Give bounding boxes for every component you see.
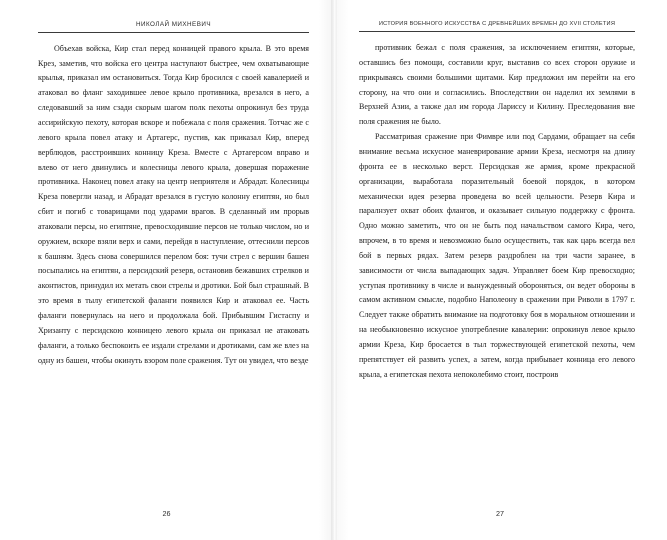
page-right-body: [359, 41, 635, 382]
running-head-title: ИСТОРИЯ ВОЕННОГО ИСКУССТВА С ДРЕВНЕЙШИХ ВРЕМЕН ДО XVII СТОЛЕТИЯ: [378, 21, 616, 27]
page-number-left: 26: [162, 509, 171, 518]
paragraph: Объехав войска, Кир стал перед конницей правого крыла. В это время Крез, заметив, что войска его центра наступают быстрее, чем охватывающие крылья, приказал им остановиться. Тогда Кир бросился с своей кавалерией и атаковал во фланг заходившее левое крыло противника, врезался в него, а следовавший за ним сзади скорым шагом полк пехоты опрокинул без труда ассирийскую пехоту, которая вскоре и побежала с поля сражения. Тотчас же с левого крыла повел атаку и Артагерс, пустив, как приказал Кир, вперед верблюдов, расстроивших конницу Креза. Вместе с Артагерсом вправо и влево от него двинулись и колесницы левого крыла, довершая поражение противника. Наконец повел атаку на центр неприятеля и Абрадат. Колесницы Креза повергли назад, и Абрадат врезался в густую колонну египтян, но был сбит и погиб с товарищами под ударами врагов. В сделанный им прорыв атаковали персы, но египтяне, превосходившие персов не только числом, но и оружием, вскоре взяли верх и сами, перейдя в наступление, оттеснили персов к башням. Здесь снова совершился перелом боя: тучи стрел с вершин башен посыпались на египтян, а персидский резерв, остановив бежавших стрелков и аконтистов, принудил их метать свои стрелы и дротики. Бой был страшный. В это время в тылу египетской фаланги появился Кир и атаковал ее. Часть фаланги повернулась на него и продолжала бой. Прибывшим Гистаспу и Хризанту с персидскою конницею левого крыла он приказал не атаковать фаланги, а только беспокоить ее издали стрелами и дротиками, сам же влез на одну из башен, чтобы окинуть взором поле сражения. Тут он увидел, что везде: [38, 43, 309, 365]
page-number-right: 27: [496, 509, 504, 518]
paragraph: противник бежал с поля сражения, за исключением египтян, которые, оставшись без помощи, составили круг, выставив со всех сторон оружие и прикрываясь своими большими щитами. Кир предложил им перейти на его сторону, на что они и согласились. Впоследствии он наделил их землями в Верхней Азии, а также дал им города Лариссу и Килину. Преследования вне поля сражения не было.: [359, 43, 635, 127]
paragraph: Рассматривая сражение при Фимвре или под Сардами, обращает на себя внимание весьма искусное маневрирование армии Креза, несмотря на длину фронта ее в несколько верст. Персидская же армия, кроме прекрасной организации, выработала поразительный боевой порядок, в котором механически идея резерва проведена во всей цельности. Резерв Кира и паралнзует охват обоих флангов, и оказывает сильную поддержку с фронта. Одно можно заметить, что он не быть под начальством самого Кира, чего, впрочем, в то время и невозможно было осуществить, так как царь всегда вел бой в первых рядах. Затем резерв раздроблен на три части заранее, в зависимости от числа выпадающих задач. Управляет боем Кир превосходно; уступая противнику в числе и вынужденный обороняться, он ведет обороны в самом активном смысле, подобно Наполеону в сражении при Риволи в 1797 г. Следует также обратить внимание на подготовку боя в моральном отношении и на необыкновенно искусное употребление кавалерии: опрокинув левое крыло армии Креза, Кир бросается в тыл торжествующей египетской пехоты, чем препятствует ей развить успех, а затем, когда прибывает конница его левого крыла, а египетская пехота непоколебимо стоит, построив: [359, 132, 635, 379]
header-rule-left: [38, 32, 309, 33]
header-rule-right: [359, 31, 635, 32]
page-left: [0, 0, 333, 540]
page-left-body: [38, 42, 309, 369]
running-head-author: НИКОЛАЙ МИХНЕВИЧ: [136, 21, 211, 28]
page-right: [333, 0, 667, 540]
